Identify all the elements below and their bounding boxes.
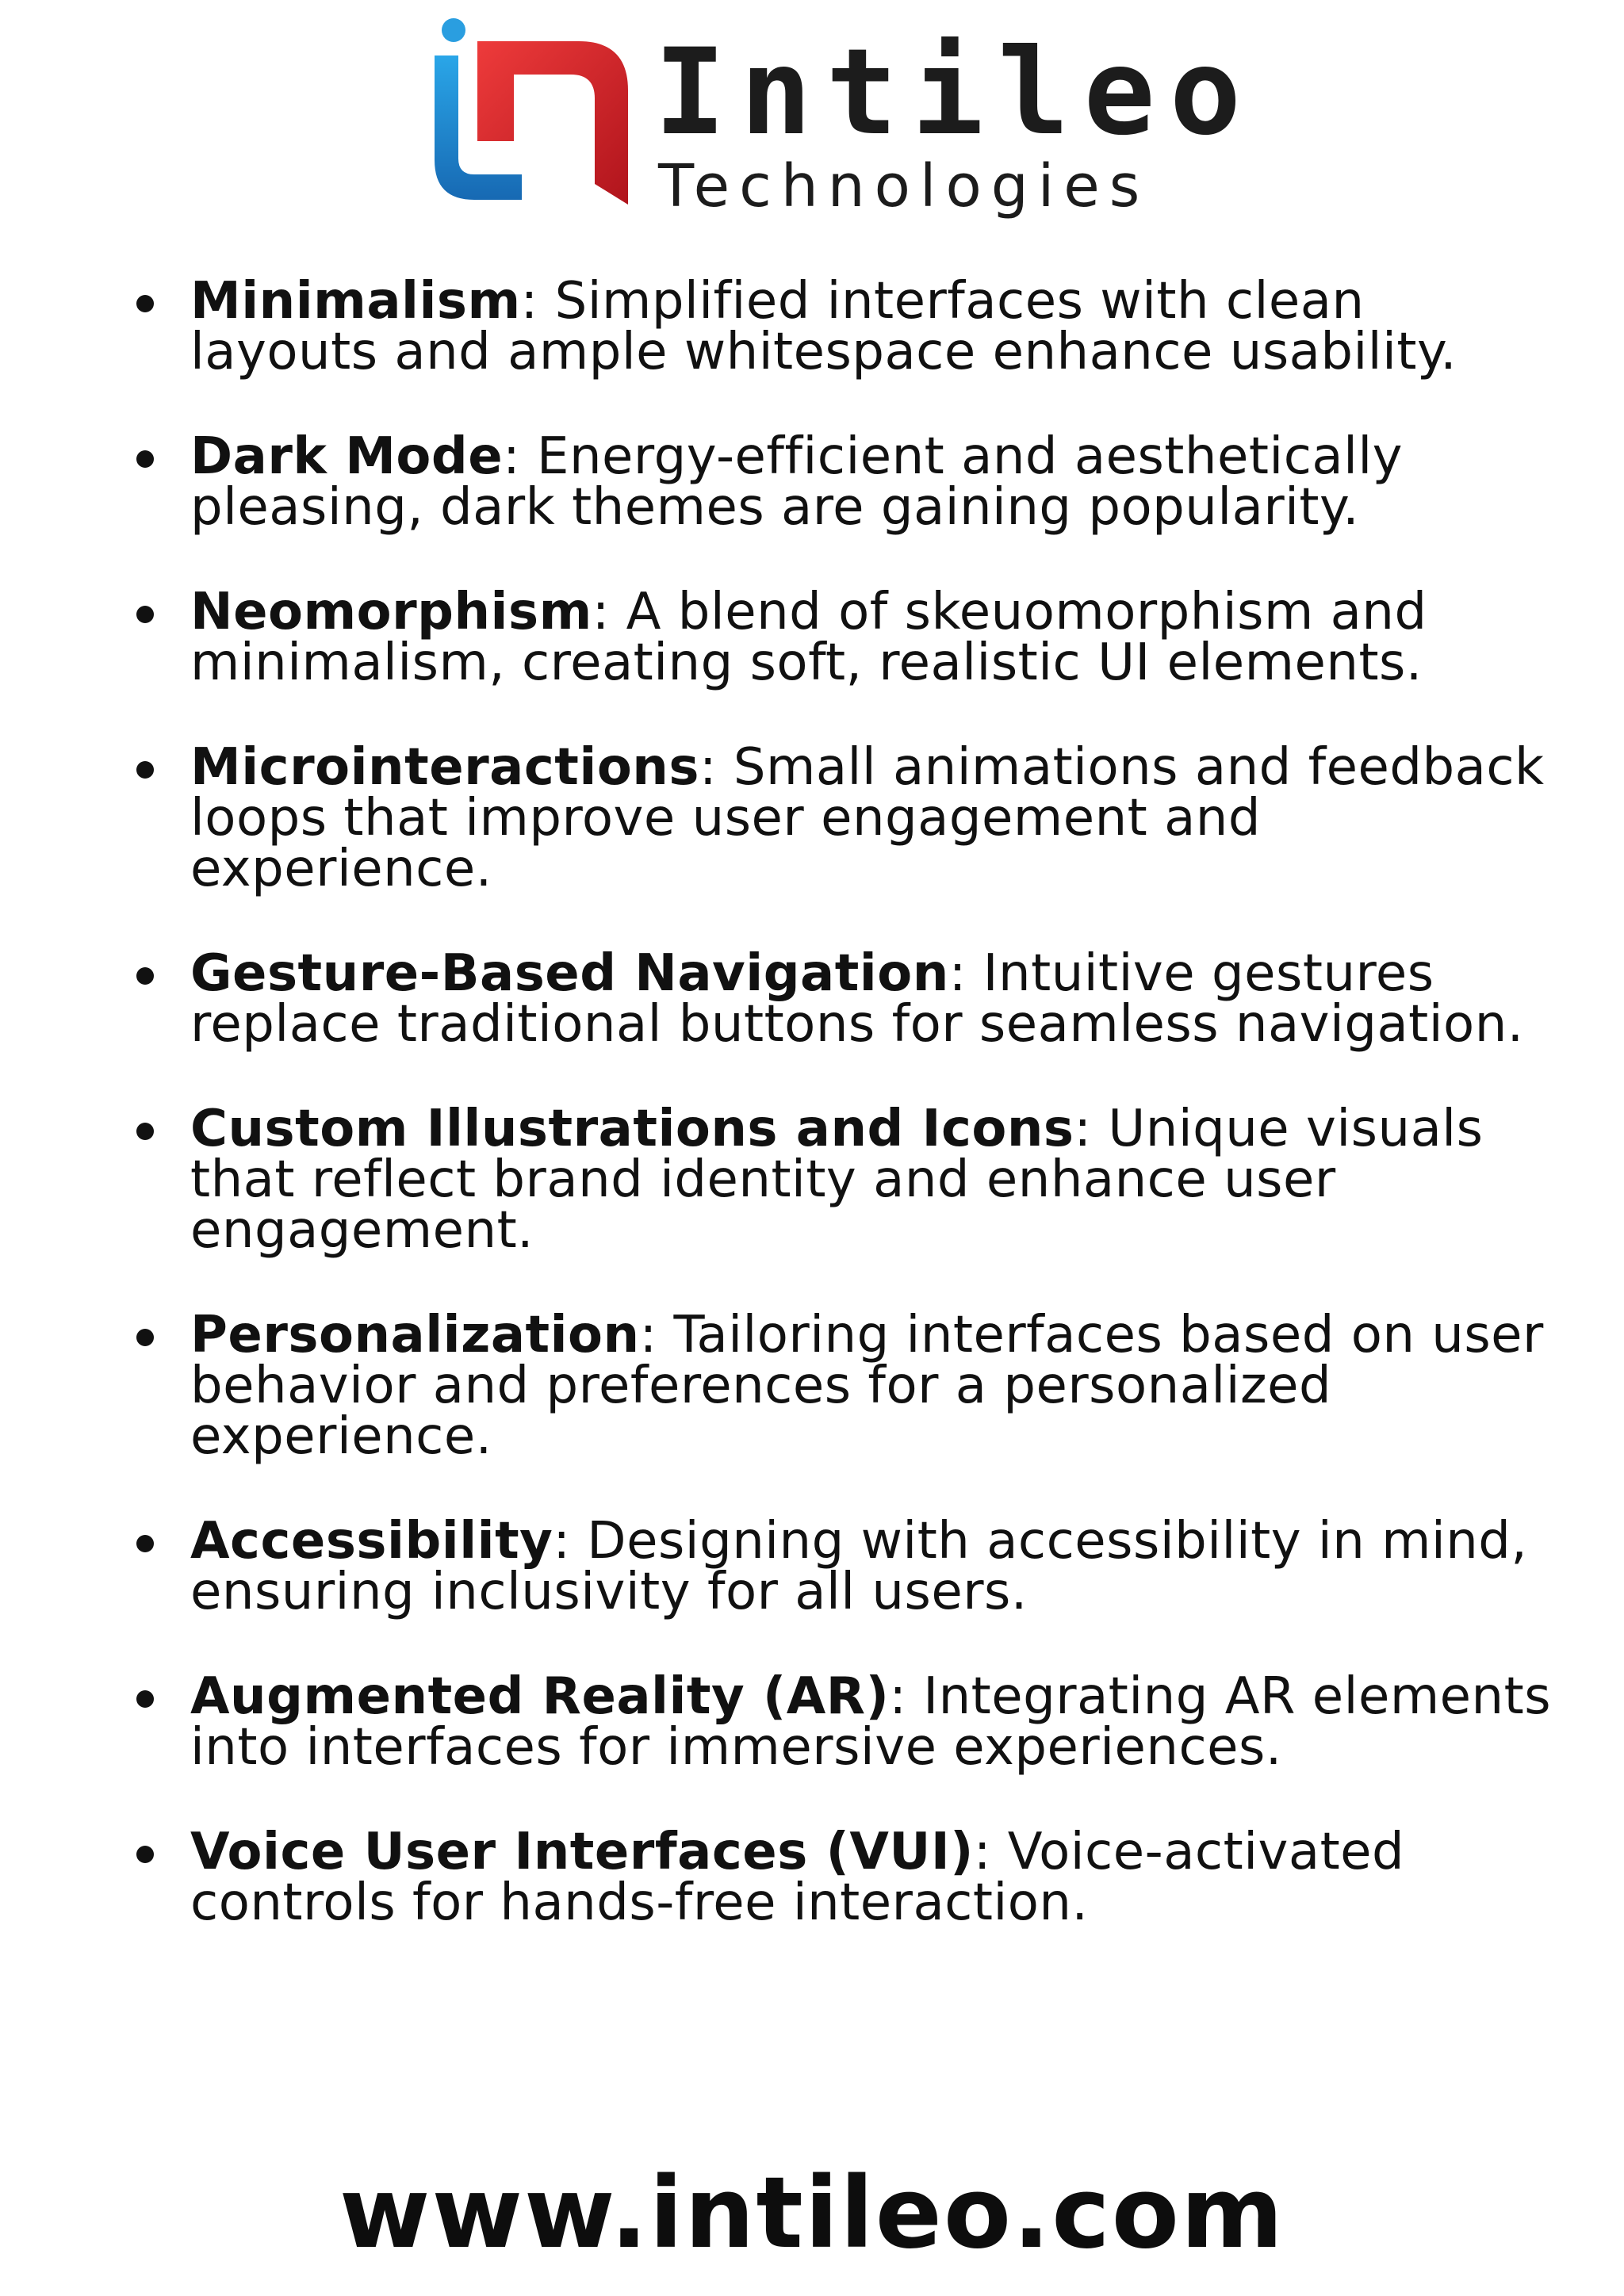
list-item xyxy=(190,738,1554,898)
bullet-icon xyxy=(136,967,154,985)
bullet-icon xyxy=(136,450,154,468)
bullet-icon xyxy=(136,295,154,312)
list-item xyxy=(190,1823,1554,1932)
trend-term: Accessibility xyxy=(190,1512,553,1571)
list-item xyxy=(190,1512,1554,1621)
trend-term: Custom Illustrations and Icons xyxy=(190,1100,1074,1158)
trend-term: Minimalism xyxy=(190,272,521,331)
trend-description: : Intuitive gestures replace traditional buttons for seamless navigation. xyxy=(190,944,1524,1054)
trend-description: : Designing with accessibility in mind, ensuring inclusivity for all users. xyxy=(190,1512,1528,1621)
list-item xyxy=(190,1667,1554,1777)
trend-term: Dark Mode xyxy=(190,427,504,486)
trend-description: : A blend of skeuomorphism and minimalism, creating soft, realistic UI elements. xyxy=(190,583,1427,692)
trend-description: : Voice-activated controls for hands-free interaction. xyxy=(190,1823,1405,1932)
brand-logo xyxy=(428,16,1256,220)
ui-trends-list xyxy=(190,272,1554,1982)
list-item xyxy=(190,1100,1554,1260)
trend-term: Neomorphism xyxy=(190,583,592,641)
trend-term: Augmented Reality (AR) xyxy=(190,1667,890,1726)
bullet-icon xyxy=(136,761,154,779)
trend-term: Gesture-Based Navigation xyxy=(190,944,949,1003)
list-item xyxy=(190,427,1554,537)
trend-description: : Unique visuals that reflect brand identity and enhance user engagement. xyxy=(190,1100,1484,1260)
trend-description: : Energy-efficient and aesthetically pleasing, dark themes are gaining popularity. xyxy=(190,427,1404,537)
trend-description: : Small animations and feedback loops that improve user engagement and experience. xyxy=(190,738,1545,898)
list-item xyxy=(190,944,1554,1054)
intileo-in-logo-icon xyxy=(428,16,658,214)
list-item xyxy=(190,272,1554,381)
list-item xyxy=(190,1306,1554,1466)
trend-term: Microinteractions xyxy=(190,738,699,797)
bullet-icon xyxy=(136,1535,154,1552)
bullet-icon xyxy=(136,1329,154,1346)
list-item xyxy=(190,583,1554,692)
trend-term: Personalization xyxy=(190,1306,640,1364)
brand-name: Intileo xyxy=(654,24,1256,162)
bullet-icon xyxy=(136,1123,154,1140)
trend-description: : Simplified interfaces with clean layouts and ample whitespace enhance usability. xyxy=(190,272,1457,381)
trend-description: : Integrating AR elements into interfaces for immersive experiences. xyxy=(190,1667,1552,1777)
trend-description: : Tailoring interfaces based on user behavior and preferences for a personalized experience. xyxy=(190,1306,1544,1466)
bullet-icon xyxy=(136,1690,154,1708)
brand-tagline: Technologies xyxy=(658,152,1150,220)
bullet-icon xyxy=(136,1846,154,1863)
trend-term: Voice User Interfaces (VUI) xyxy=(190,1823,974,1881)
website-url[interactable]: www.intileo.com xyxy=(339,2156,1285,2271)
bullet-icon xyxy=(136,606,154,623)
